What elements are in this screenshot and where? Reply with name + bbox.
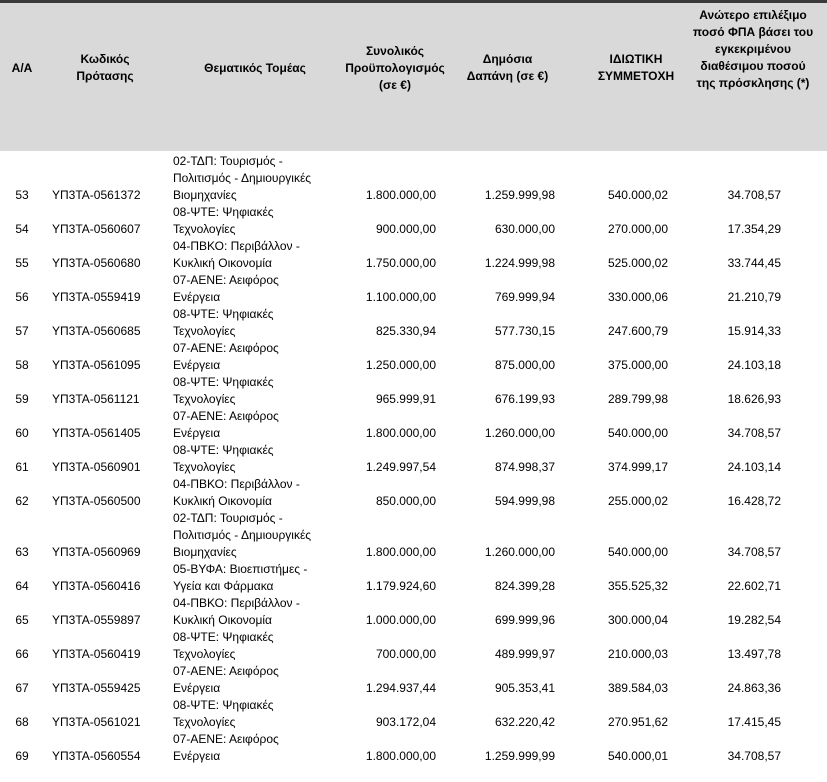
- row-sector-line: Τεχνολογίες: [173, 647, 236, 661]
- row-public: 489.999,97: [494, 647, 555, 661]
- row-private: 270.951,62: [607, 715, 668, 729]
- row-aa: 69: [15, 749, 29, 763]
- row-aa: 67: [15, 681, 29, 695]
- row-sector-line: 08-ΨΤΕ: Ψηφιακές: [173, 375, 274, 389]
- row-sector: [173, 476, 343, 510]
- row-code: ΥΠ3ΤΑ-0560685: [52, 324, 141, 338]
- row-sector: [173, 663, 343, 697]
- row-private: 375.000,00: [607, 358, 668, 372]
- row-sector-line: Τεχνολογίες: [173, 222, 236, 236]
- row-code: ΥΠ3ΤΑ-0560680: [52, 256, 141, 270]
- row-vat: 15.914,33: [727, 324, 781, 338]
- row-public: 577.730,15: [494, 324, 555, 338]
- row-vat: 21.210,79: [727, 290, 781, 304]
- row-vat: 22.602,71: [727, 579, 781, 593]
- row-total: 850.000,00: [375, 494, 436, 508]
- header-aa: A/A: [11, 61, 33, 75]
- row-aa: 63: [15, 545, 29, 559]
- row-total: 1.100.000,00: [365, 290, 436, 304]
- row-private: 355.525,32: [607, 579, 668, 593]
- row-public: 1.224.999,98: [484, 256, 555, 270]
- row-sector: [173, 731, 343, 765]
- row-code: ΥΠ3ΤΑ-0561095: [52, 358, 141, 372]
- row-private: 300.000,04: [607, 613, 668, 627]
- row-public: 769.999,94: [494, 290, 555, 304]
- row-sector-line: Κυκλική Οικονομία: [173, 494, 272, 508]
- row-aa: 55: [15, 256, 29, 270]
- row-public: 630.000,00: [494, 222, 555, 236]
- row-private: 270.000,00: [607, 222, 668, 236]
- row-public: 1.260.000,00: [484, 545, 555, 559]
- table-header: [0, 3, 827, 151]
- row-private: 389.584,03: [607, 681, 668, 695]
- row-sector-line: Τεχνολογίες: [173, 460, 236, 474]
- row-vat: 24.863,36: [727, 681, 781, 695]
- row-code: ΥΠ3ΤΑ-0560554: [52, 749, 141, 763]
- row-code: ΥΠ3ΤΑ-0561405: [52, 426, 141, 440]
- row-vat: 17.415,45: [727, 715, 781, 729]
- row-code: ΥΠ3ΤΑ-0560969: [52, 545, 141, 559]
- row-public: 1.259.999,98: [484, 188, 555, 202]
- row-sector-line: Πολιτισμός - Δημιουργικές: [173, 171, 312, 185]
- row-vat: 19.282,54: [727, 613, 781, 627]
- row-private: 247.600,79: [607, 324, 668, 338]
- row-sector-line: 07-ΑΕΝΕ: Αειφόρος: [173, 664, 279, 678]
- row-vat: 34.708,57: [727, 426, 781, 440]
- row-sector: [173, 561, 343, 595]
- row-total: 1.250.000,00: [365, 358, 436, 372]
- row-sector-line: Βιομηχανίες: [173, 188, 237, 202]
- row-code: ΥΠ3ΤΑ-0560901: [52, 460, 141, 474]
- row-vat: 24.103,14: [727, 460, 781, 474]
- row-code: ΥΠ3ΤΑ-0561121: [52, 392, 140, 406]
- row-public: 699.999,96: [494, 613, 555, 627]
- row-private: 540.000,02: [607, 188, 668, 202]
- row-sector: [173, 408, 343, 442]
- row-total: 825.330,94: [375, 324, 436, 338]
- row-aa: 65: [15, 613, 29, 627]
- header-private: ΙΔΙΩΤΙΚΗ ΣΥΜΜΕΤΟΧΗ: [597, 52, 675, 83]
- row-sector-line: Ενέργεια: [173, 749, 221, 763]
- row-vat: 34.708,57: [727, 188, 781, 202]
- row-sector-line: 08-ΨΤΕ: Ψηφιακές: [173, 205, 274, 219]
- row-private: 374.999,17: [607, 460, 668, 474]
- row-total: 1.249.997,54: [365, 460, 436, 474]
- row-sector-line: 04-ΠΒΚΟ: Περιβάλλον -: [173, 596, 300, 610]
- header-vat: Ανώτερο επιλέξιμο ποσό ΦΠΑ βάσει του εγκεκριμένου διαθέσιμου ποσού της πρόσκλησης (*): [692, 8, 814, 90]
- row-sector: [173, 153, 343, 204]
- row-sector: [173, 272, 343, 306]
- row-private: 210.000,03: [607, 647, 668, 661]
- row-total: 1.800.000,00: [365, 188, 436, 202]
- row-sector-line: 08-ΨΤΕ: Ψηφιακές: [173, 630, 274, 644]
- row-sector-line: 04-ΠΒΚΟ: Περιβάλλον -: [173, 477, 300, 491]
- row-private: 330.000,06: [607, 290, 668, 304]
- row-total: 1.800.000,00: [365, 426, 436, 440]
- row-public: 875.000,00: [494, 358, 555, 372]
- row-public: 632.220,42: [494, 715, 555, 729]
- row-sector-line: 07-ΑΕΝΕ: Αειφόρος: [173, 341, 279, 355]
- row-vat: 18.626,93: [727, 392, 781, 406]
- row-code: ΥΠ3ΤΑ-0561021: [52, 715, 141, 729]
- row-sector-line: Ενέργεια: [173, 681, 221, 695]
- row-aa: 68: [15, 715, 29, 729]
- row-sector-line: 07-ΑΕΝΕ: Αειφόρος: [173, 273, 279, 287]
- row-vat: 34.708,57: [727, 545, 781, 559]
- row-aa: 59: [15, 392, 29, 406]
- row-vat: 16.428,72: [727, 494, 781, 508]
- row-sector-line: 05-ΒΥΦΑ: Βιοεπιστήμες -: [173, 562, 308, 576]
- row-code: ΥΠ3ΤΑ-0560419: [52, 647, 141, 661]
- row-sector-line: Ενέργεια: [173, 358, 221, 372]
- row-sector: [173, 442, 343, 476]
- row-aa: 58: [15, 358, 29, 372]
- row-total: 1.179.924,60: [365, 579, 436, 593]
- row-total: 900.000,00: [375, 222, 436, 236]
- row-vat: 24.103,18: [727, 358, 781, 372]
- row-sector-line: Πολιτισμός - Δημιουργικές: [173, 528, 312, 542]
- row-code: ΥΠ3ΤΑ-0560500: [52, 494, 141, 508]
- row-sector-line: 07-ΑΕΝΕ: Αειφόρος: [173, 409, 279, 423]
- row-total: 1.800.000,00: [365, 749, 436, 763]
- row-total: 1.294.937,44: [365, 681, 436, 695]
- row-total: 1.800.000,00: [365, 545, 436, 559]
- row-public: 1.260.000,00: [484, 426, 555, 440]
- row-vat: 17.354,29: [727, 222, 781, 236]
- row-sector-line: 08-ΨΤΕ: Ψηφιακές: [173, 698, 274, 712]
- row-aa: 62: [15, 494, 29, 508]
- row-aa: 60: [15, 426, 29, 440]
- row-sector-line: Τεχνολογίες: [173, 715, 236, 729]
- row-code: ΥΠ3ΤΑ-0561372: [52, 188, 141, 202]
- row-aa: 64: [15, 579, 29, 593]
- row-total: 1.750.000,00: [365, 256, 436, 270]
- header-code: Κωδικός Πρότασης: [76, 52, 134, 83]
- row-aa: 57: [15, 324, 29, 338]
- row-vat: 34.708,57: [727, 749, 781, 763]
- row-private: 289.799,98: [607, 392, 668, 406]
- row-sector-line: Κυκλική Οικονομία: [173, 613, 272, 627]
- row-sector-line: 08-ΨΤΕ: Ψηφιακές: [173, 307, 274, 321]
- row-aa: 61: [15, 460, 29, 474]
- row-private: 525.000,02: [607, 256, 668, 270]
- row-aa: 66: [15, 647, 29, 661]
- row-sector-line: 08-ΨΤΕ: Ψηφιακές: [173, 443, 274, 457]
- row-vat: 33.744,45: [727, 256, 781, 270]
- row-code: ΥΠ3ΤΑ-0559419: [52, 290, 141, 304]
- header-sector: Θεματικός Τομέας: [204, 61, 306, 75]
- row-sector: [173, 340, 343, 374]
- header-public: Δημόσια Δαπάνη (σε €): [466, 52, 549, 83]
- row-public: 1.259.999,99: [484, 749, 555, 763]
- row-sector-line: Υγεία και Φάρμακα: [173, 579, 274, 593]
- row-sector-line: 02-ΤΔΠ: Τουρισμός -: [173, 154, 283, 168]
- row-sector-line: 02-ΤΔΠ: Τουρισμός -: [173, 511, 283, 525]
- row-code: ΥΠ3ΤΑ-0560416: [52, 579, 141, 593]
- row-public: 676.199,93: [494, 392, 555, 406]
- row-public: 594.999,98: [494, 494, 555, 508]
- row-code: ΥΠ3ΤΑ-0559425: [52, 681, 141, 695]
- row-sector-line: 04-ΠΒΚΟ: Περιβάλλον -: [173, 239, 300, 253]
- row-sector-line: Τεχνολογίες: [173, 324, 236, 338]
- row-sector: [173, 595, 343, 629]
- row-sector-line: Τεχνολογίες: [173, 392, 236, 406]
- row-code: ΥΠ3ΤΑ-0560607: [52, 222, 141, 236]
- row-public: 824.399,28: [494, 579, 555, 593]
- row-private: 540.000,00: [607, 545, 668, 559]
- row-sector-line: Βιομηχανίες: [173, 545, 237, 559]
- row-private: 540.000,01: [607, 749, 668, 763]
- row-total: 903.172,04: [375, 715, 436, 729]
- header-total: Συνολικός Προϋπολογισμός (σε €): [345, 44, 445, 92]
- row-sector: [173, 238, 343, 272]
- row-vat: 13.497,78: [727, 647, 781, 661]
- row-private: 255.000,02: [607, 494, 668, 508]
- row-sector: [173, 306, 343, 340]
- row-sector: [173, 629, 343, 663]
- row-sector: [173, 510, 343, 561]
- row-sector-line: 07-ΑΕΝΕ: Αειφόρος: [173, 732, 279, 746]
- row-aa: 54: [15, 222, 29, 236]
- row-code: ΥΠ3ΤΑ-0559897: [52, 613, 141, 627]
- row-sector: [173, 374, 343, 408]
- row-aa: 53: [15, 188, 29, 202]
- row-total: 1.000.000,00: [365, 613, 436, 627]
- row-private: 540.000,00: [607, 426, 668, 440]
- row-sector-line: Κυκλική Οικονομία: [173, 256, 272, 270]
- row-total: 965.999,91: [375, 392, 436, 406]
- row-sector: [173, 697, 343, 731]
- row-sector-line: Ενέργεια: [173, 426, 221, 440]
- row-total: 700.000,00: [375, 647, 436, 661]
- row-public: 874.998,37: [494, 460, 555, 474]
- row-sector: [173, 204, 343, 238]
- row-public: 905.353,41: [494, 681, 555, 695]
- row-sector-line: Ενέργεια: [173, 290, 221, 304]
- row-aa: 56: [15, 290, 29, 304]
